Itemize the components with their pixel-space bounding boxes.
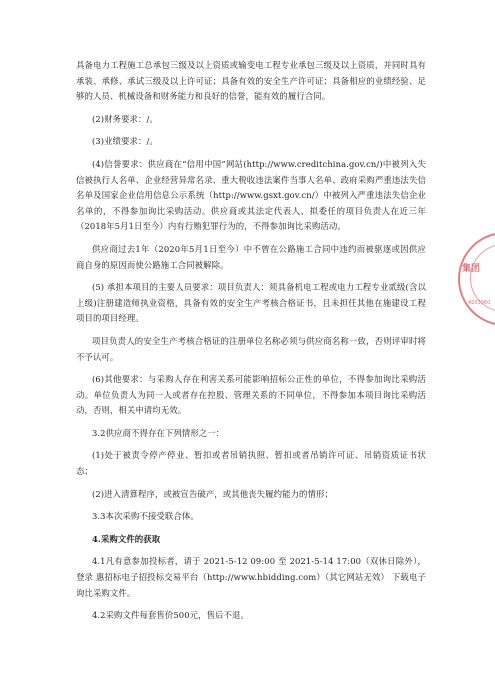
paragraph: (2)进入清算程序，或被宣告破产，或其他丧失履约能力的情形； [91, 488, 333, 499]
paragraph: 4.1凡有意参加投标者，请于 2021-5-12 09:00 至 2021-5-14 17:00（双休日除外），登录 惠招标电子招投标交易平台（http://www.hbidding.com）（其它网站无效） 下载电子询比采购文件。 [76, 556, 426, 598]
paragraph: (2)财务要求：/。 [91, 113, 158, 124]
paragraph: 项目负责人的安全生产考核合格证的注册单位名称必须与供应商名称一致，否则评审时将不予认可。 [76, 335, 426, 362]
paragraph: (6)其他要求：与采购人存在利害关系可能影响招标公正性的单位，不得参加询比采购活动。单位负责人为同一人或者存在控股、管理关系的不同单位，不得参加本项目询比采购活动，否则，相关申请均无效。 [76, 374, 426, 416]
paragraph: 具备电力工程施工总承包三级及以上资质或输变电工程专业承包三级及以上资质，并同时具有承装、承修、承试三级及以上许可证；具备有效的安全生产许可证；具备相应的业绩经验、足够的人员、机械设备和财务能力和良好的信誉，能有效的履行合同。 [76, 60, 426, 102]
seal-number: 4203060 [468, 300, 491, 306]
paragraph: 供应商过去1年（2020年5月1日至今）中不曾在公路施工合同中违约而被驱逐或因供应商自身的原因而使公路施工合同被解除。 [76, 243, 426, 270]
paragraph: (1)处于被责令停产停业、暂扣或者吊销执照、暂扣或者吊销许可证、吊销资质证书状态； [76, 450, 426, 477]
document-body [76, 58, 426, 631]
paragraph: 4.2采购文件每套售价500元，售后不退。 [91, 610, 249, 621]
paragraph: (5) 承担本项目的主要人员要求：项目负责人：须具备机电工程或电力工程专业贰级(含以上级)注册建造师执业资格，具备有效的安全生产考核合格证书，且未担任其他在施建设工程项目的项目经理。 [76, 282, 426, 324]
red-seal-stamp [458, 232, 495, 326]
paragraph: (4)信誉要求：供应商在“信用中国”网站(http://www.creditchina.gov.cn/)中被列入失信被执行人名单、企业经营异常名录、重大税收违法案件当事人名单、政府采购严重违法失信名单及国家企业信用信息公示系统（http://www.gsxt.gov.cn/）中被列入严重违法失信企业名单的，不得参加询比采购活动。供应商或其法定代表人、拟委任的项目负责人在近三年（2018年5月1日至今）内有行贿犯罪行为的，不得参加询比采购活动。 [76, 158, 426, 232]
seal-text: 集团 [462, 264, 481, 274]
paragraph: 3.2供应商不得存在下列情形之一： [91, 427, 225, 438]
section-heading: 4.采购文件的获取 [91, 533, 161, 544]
paragraph: 3.3本次采购不接受联合体。 [91, 511, 199, 522]
paragraph: (3)业绩要求：/。 [91, 136, 158, 147]
